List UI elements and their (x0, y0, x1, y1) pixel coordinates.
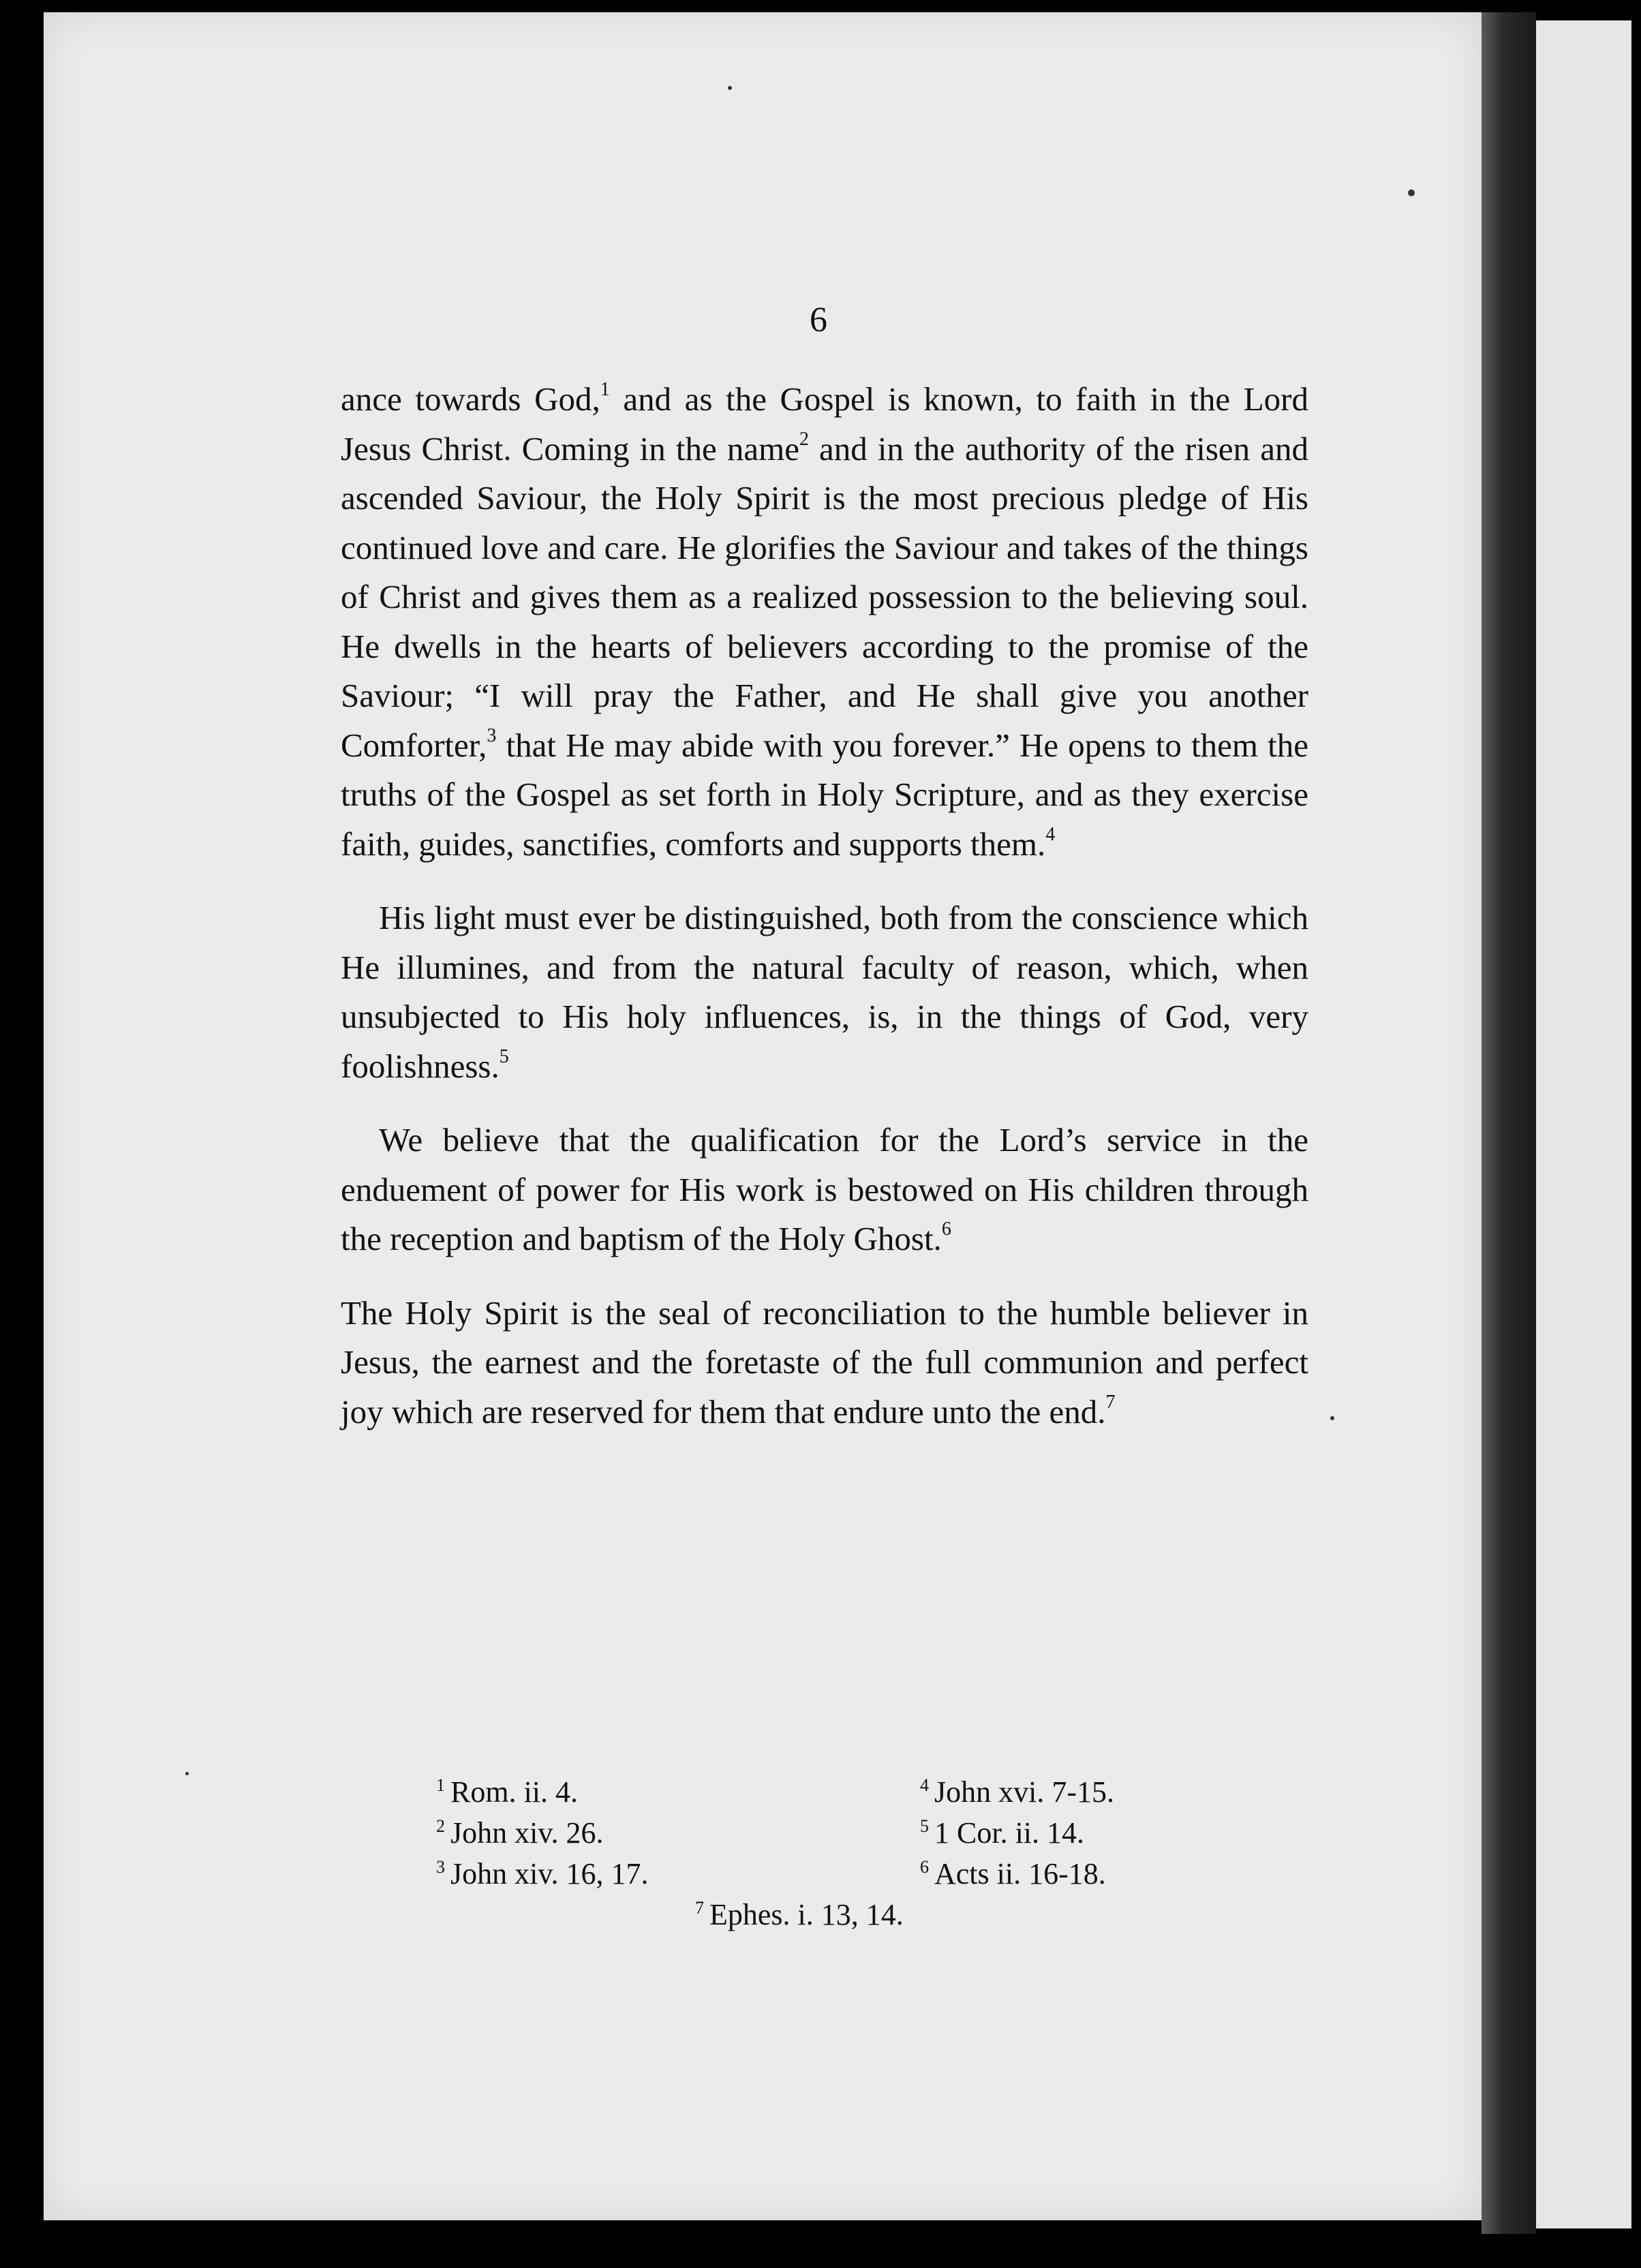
footnote-reference: John xiv. 26. (450, 1816, 604, 1850)
footnote-number: 2 (436, 1816, 445, 1836)
adjacent-page-edge (1536, 20, 1631, 2228)
footnote-marker: 1 (600, 379, 610, 400)
paragraph-text: that He may abide with you forever.” He opens to them the truths of the Gospel as set forth in Holy Scripture, and as they exercise faith, guides, sanctifies, comforts and supports them. (341, 726, 1308, 863)
footnote-item (920, 1813, 1114, 1854)
paragraph-text: and in the authority of the risen and ascended Saviour, the Holy Spirit is the most precious pledge of His continued love and care. He glorifies the Saviour and takes of the things of Christ and gives them as a realized possession to the believing soul. He dwells in the hearts of believers according to the promise of the Saviour; “I will pray the Father, and He shall give you another Comforter, (341, 429, 1309, 764)
paragraph-text: ance towards God, (341, 380, 600, 418)
paragraph-2 (341, 893, 1308, 1091)
book-gutter (1482, 12, 1536, 2234)
footnote-number: 4 (920, 1775, 929, 1795)
footnote-number: 3 (436, 1857, 445, 1877)
page-number: 6 (810, 301, 827, 339)
footnote-marker: 7 (1105, 1391, 1116, 1413)
footnotes-left-column (436, 1772, 649, 1895)
footnote-marker: 5 (499, 1045, 509, 1067)
footnote-reference: Acts ii. 16-18. (934, 1857, 1106, 1890)
footnote-marker: 4 (1045, 823, 1056, 845)
footnote-marker: 6 (941, 1219, 951, 1240)
paragraph-4 (341, 1289, 1308, 1437)
footnote-item (436, 1772, 649, 1813)
footnotes-right-column (920, 1772, 1114, 1895)
footnote-number: 6 (920, 1857, 929, 1877)
footnote-reference: John xvi. 7-15. (934, 1775, 1114, 1809)
footnote-item (436, 1854, 649, 1895)
footnote-item (920, 1854, 1114, 1895)
footnote-reference: 1 Cor. ii. 14. (934, 1816, 1085, 1850)
footnote-marker: 2 (799, 428, 809, 450)
footnote-marker: 3 (487, 724, 497, 746)
footnote-reference: John xiv. 16, 17. (450, 1857, 649, 1890)
paragraph-text: The Holy Spirit is the seal of reconciliation to the humble believer in Jesus, the earnest and the foretaste of the full communion and perfect joy which are reserved for them that endure unto the end. (341, 1293, 1308, 1430)
paragraph-text: We believe that the qualification for the Lord’s service in the enduement of power for His work is bestowed on His children through the reception and baptism of the Holy Ghost. (341, 1121, 1308, 1257)
body-text (341, 375, 1308, 1437)
scan-speck (1408, 189, 1415, 196)
footnote-number: 1 (436, 1775, 445, 1795)
paragraph-text: and as the Gospel is known, to faith in the Lord Jesus Christ. Coming in the name (341, 380, 1308, 468)
footnote-item-centered (695, 1895, 904, 1935)
footnote-item (920, 1772, 1114, 1813)
footnote-number: 7 (695, 1898, 704, 1918)
paragraph-text: His light must ever be distinguished, both from the conscience which He illumines, and from the natural faculty of reason, which, when unsubjected to His holy influences, is, in the things of God, very foolishness. (341, 899, 1308, 1085)
footnote-item (436, 1813, 649, 1854)
paragraph-3 (341, 1116, 1308, 1264)
footnote-reference: Rom. ii. 4. (450, 1775, 579, 1809)
paragraph-1 (341, 375, 1308, 869)
scan-speck (185, 1772, 189, 1775)
scan-speck (1330, 1416, 1334, 1420)
scan-speck (728, 86, 732, 90)
footnote-number: 5 (920, 1816, 929, 1836)
footnote-reference: Ephes. i. 13, 14. (709, 1898, 904, 1931)
